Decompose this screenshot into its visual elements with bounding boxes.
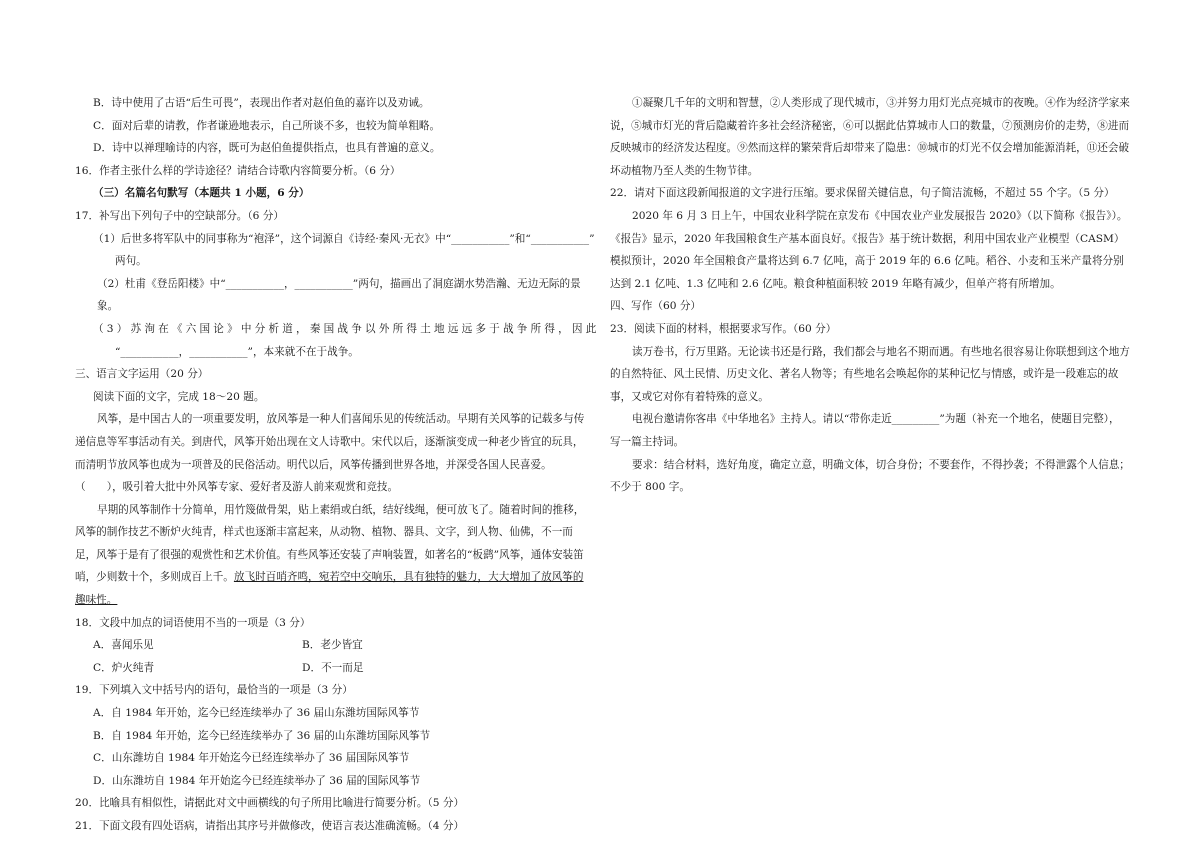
q19-option-b: B．自 1984 年开始，迄今已经连续举办了 36 届的山东潍坊国际风筝节 xyxy=(93,729,431,742)
q21-passage: ①凝聚几千年的文明和智慧，②人类形成了现代城市，③并努力用灯光点亮城市的夜晚。④作为经济学家来说，⑤城市灯光的背后隐藏着许多社会经济秘密，⑥可以据此估算城市人口的数量，⑦预测房价的走势，⑧进而反映城市的经济发达程度。⑨然而这样的繁荣背后却带来了隐患：⑩城市的灯光不仅会增加能源消耗，⑪还会破坏动植物乃至人类的生物节律。 xyxy=(610,97,1130,177)
passage-paragraph-1: 风筝，是中国古人的一项重要发明，放风筝是一种人们喜闻乐见的传统活动。早期有关风筝的记载多与传递信息等军事活动有关。到唐代，风筝开始出现在文人诗歌中。宋代以后，逐渐演变成一种老少皆宜的玩具，而清明节放风筝也成为一项普及的民俗活动。明代以后，风筝传播到世界各地，并深受各国人民喜爱。（ ），吸引着大批中外风筝专家、爱好者及游人前来观赏和竞技。 xyxy=(75,413,585,494)
q19-option-c: C．山东潍坊自 1984 年开始迄今已经连续举办了 36 届国际风筝节 xyxy=(93,752,410,765)
section-heading-recitation: （三）名篇名句默写（本题共 1 小题，6 分） xyxy=(93,187,310,200)
question-17: 17．补写出下列句子中的空缺部分。（6 分） xyxy=(75,209,284,222)
q15-option-c: C．面对后辈的请教，作者谦逊地表示，自己所谈不多，也较为简单粗略。 xyxy=(93,119,441,132)
underlined-sentence: 放飞时百哨齐鸣，宛若空中交响乐，具有独特的魅力，大大增加了放风筝的趣味性。 xyxy=(75,571,584,607)
q17-item-2: （2）杜甫《登岳阳楼》中“___________，___________”两句，描画出了洞庭湖水势浩瀚、无边无际的景象。 xyxy=(97,277,581,313)
q15-option-d: D．诗中以禅理喻诗的内容，既可为赵伯鱼提供指点，也具有普遍的意义。 xyxy=(93,142,441,155)
q23-material: 读万卷书，行万里路。无论读书还是行路，我们都会与地名不期而遇。有些地名很容易让你联想到这个地方的自然特征、风土民情、历史文化、著名人物等；有些地名会唤起你的某种记忆与情感，或许是一段难忘的故事，又或它对你有着特殊的意义。 xyxy=(610,345,1130,403)
q17-item-3: （3）苏洵在《六国论》中分析道，秦国战争以外所得土地远远多于战争所得，因此 xyxy=(93,322,600,335)
question-19: 19．下列填入文中括号内的语句，最恰当的一项是（3 分） xyxy=(75,684,353,697)
q18-option-a: A．喜闻乐见 xyxy=(93,639,154,652)
q18-options-row-2 xyxy=(75,657,590,680)
q18-option-b: B．老少皆宜 xyxy=(302,639,363,652)
q19-option-a: A．自 1984 年开始，迄今已经连续举办了 36 届山东潍坊国际风筝节 xyxy=(93,707,420,720)
q18-options-row-1 xyxy=(75,634,590,657)
question-16: 16．作者主张什么样的学诗途径？请结合诗歌内容简要分析。（6 分） xyxy=(75,164,401,177)
question-23: 23．阅读下面的材料，根据要求写作。（60 分） xyxy=(610,322,837,335)
passage-paragraph-2-text: 早期的风筝制作十分简单，用竹篾做骨架，贴上素绢或白纸，结好线绳，便可放飞了。随着时间的推移，风筝的制作技艺不断炉火纯青，样式也逐渐丰富起来，从动物、植物、器具、文字，到人物、仙佛，不一而足，风筝于是有了很强的观赏性和艺术价值。有些风筝还安装了声响装置，如著名的“板鹞”风筝，通体安装笛哨，少则数十个，多则成百上千。 xyxy=(75,503,585,584)
q17-item-3-cont: “___________，___________”，本来就不在于战争。 xyxy=(115,345,359,358)
reading-instruction: 阅读下面的文字，完成 18～20 题。 xyxy=(93,390,265,403)
q23-requirements: 要求：结合材料，选好角度，确定立意，明确文体，切合身份；不要套作，不得抄袭；不得泄露个人信息；不少于 800 字。 xyxy=(610,458,1130,494)
left-column xyxy=(75,92,600,838)
section-heading-writing: 四、写作（60 分） xyxy=(610,300,702,313)
q18-option-c: C．炉火纯青 xyxy=(93,661,155,674)
q17-item-1-cont: 两句。 xyxy=(115,255,147,268)
question-21: 21．下面文段有四处语病，请指出其序号并做修改，使语言表达准确流畅。（4 分） xyxy=(75,820,465,832)
q17-item-1: （1）后世多将军队中的同事称为“袍泽”，这个词源自《诗经·秦风·无衣》中“___________”和“___________” xyxy=(93,232,595,245)
q23-task: 电视台邀请你客串《中华地名》主持人。请以“带你走近_________”为题（补充一个地名，使题目完整），写一篇主持词。 xyxy=(610,413,1120,448)
q22-news-passage: 2020 年 6 月 3 日上午，中国农业科学院在京发布《中国农业产业发展报告 2020》（以下简称《报告》）。《报告》显示，2020 年我国粮食生产基本面良好。《报告》基于统计数据，利用中国农业产业模型（CASM）模拟预计，2020 年全国粮食产量将达到 6.7 亿吨，高于 2019 年的 6.6 亿吨。稻谷、小麦和玉米产量将分别达到 2.1 亿吨、1.3 亿吨和 2.6 亿吨。粮食种植面积较 2019 年略有减少，但单产将有所增加。 xyxy=(610,209,1128,290)
passage-paragraph-2 xyxy=(75,499,590,612)
section-heading-language: 三、语言文字运用（20 分） xyxy=(75,368,209,381)
question-22: 22．请对下面这段新闻报道的文字进行压缩。要求保留关键信息，句子简洁流畅，不超过 55 个字。（5 分） xyxy=(610,187,1115,200)
q18-option-d: D．不一而足 xyxy=(302,661,364,674)
right-column xyxy=(610,92,1130,499)
question-20: 20．比喻具有相似性，请据此对文中画横线的句子所用比喻进行简要分析。（5 分） xyxy=(75,797,465,810)
q15-option-b: B．诗中使用了古语“后生可畏”，表现出作者对赵伯鱼的嘉许以及劝诫。 xyxy=(93,97,430,109)
q19-option-d: D．山东潍坊自 1984 年开始迄今已经连续举办了 36 届的国际风筝节 xyxy=(93,774,421,787)
question-18: 18．文段中加点的词语使用不当的一项是（3 分） xyxy=(75,616,311,629)
